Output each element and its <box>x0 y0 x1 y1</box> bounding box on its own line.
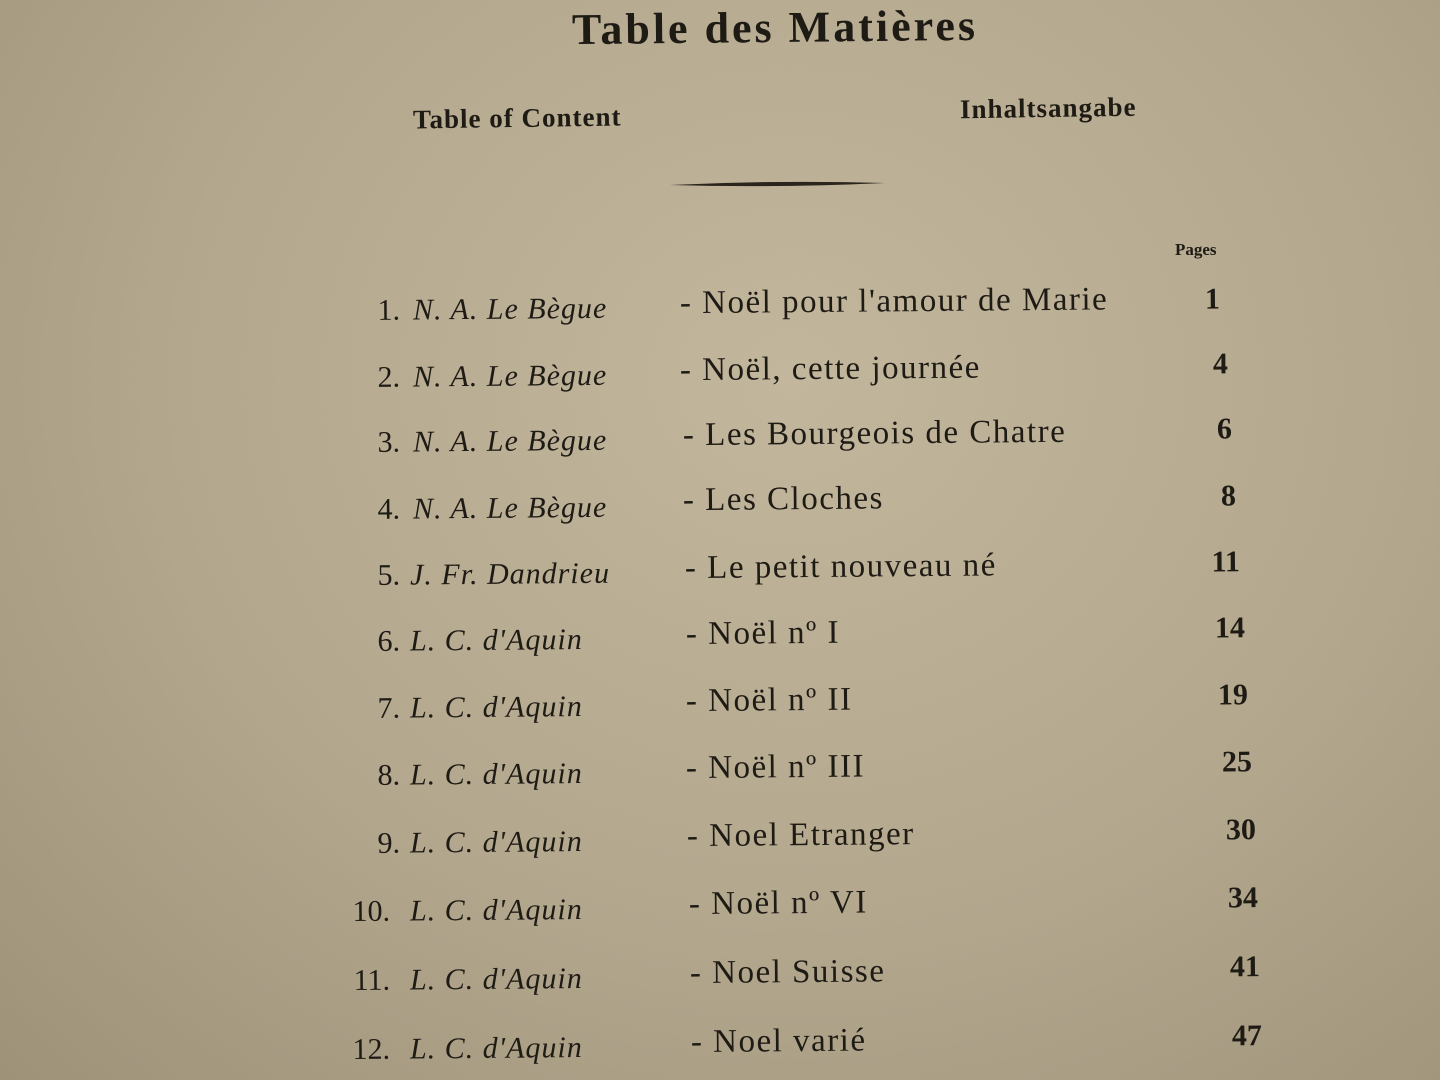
toc-entry <box>0 344 1440 407</box>
entry-title: - Noël, cette journée <box>679 349 981 389</box>
entry-composer: L. C. d'Aquin <box>409 690 583 725</box>
entry-number: 7. <box>377 691 401 725</box>
entry-title: - Noel Suisse <box>689 953 886 992</box>
entry-number: 1. <box>377 293 401 327</box>
decorative-rule <box>670 180 885 188</box>
entry-title: - Noël pour l'amour de Marie <box>679 281 1109 322</box>
entry-number: 3. <box>377 425 401 459</box>
entry-composer: N. A. Le Bègue <box>412 291 608 327</box>
entry-title: - Les Bourgeois de Chatre <box>682 413 1067 454</box>
entry-page: 47 <box>1231 1019 1263 1053</box>
entry-title: - Noël nº VI <box>688 884 868 923</box>
pages-column-label: Pages <box>1175 240 1217 259</box>
entry-page: 8 <box>1220 479 1237 513</box>
entry-composer: L. C. d'Aquin <box>409 623 583 658</box>
entry-page: 19 <box>1217 678 1249 712</box>
entry-title: - Noël nº III <box>685 748 866 787</box>
toc-entry <box>0 476 1440 539</box>
entry-composer: L. C. d'Aquin <box>409 825 583 860</box>
entry-composer: L. C. d'Aquin <box>409 757 583 792</box>
entry-page: 25 <box>1221 745 1253 779</box>
toc-entry <box>0 1016 1440 1079</box>
entry-page: 34 <box>1227 881 1259 915</box>
entry-number: 11. <box>353 963 391 998</box>
toc-entry <box>0 277 1440 340</box>
toc-entry <box>0 878 1440 941</box>
entry-number: 4. <box>377 492 401 526</box>
page-title: Table des Matières <box>571 0 979 55</box>
toc-entry <box>0 409 1440 472</box>
entry-page: 41 <box>1229 950 1261 984</box>
entry-composer: N. A. Le Bègue <box>412 490 608 526</box>
entry-number: 5. <box>377 558 401 592</box>
entry-title: - Noel Etranger <box>686 816 915 855</box>
entry-number: 12. <box>352 1032 391 1067</box>
toc-entry <box>0 742 1440 805</box>
entry-page: 1 <box>1204 282 1221 316</box>
entry-title: - Noel varié <box>690 1022 867 1061</box>
toc-entry <box>0 947 1440 1010</box>
entry-number: 9. <box>377 826 401 860</box>
entry-composer: N. A. Le Bègue <box>412 358 608 394</box>
toc-entry <box>0 542 1440 605</box>
entry-title: - Noël nº II <box>685 681 853 720</box>
toc-entry <box>0 608 1440 671</box>
entry-composer: L. C. d'Aquin <box>409 962 583 997</box>
entry-title: - Le petit nouveau né <box>684 547 997 587</box>
toc-entry <box>0 810 1440 873</box>
subtitle-german: Inhaltsangabe <box>959 91 1137 125</box>
toc-entry <box>0 675 1440 738</box>
entry-number: 10. <box>352 894 391 929</box>
entry-composer: N. A. Le Bègue <box>412 423 608 459</box>
entry-page: 30 <box>1225 813 1257 847</box>
entry-number: 2. <box>377 360 401 394</box>
entry-number: 6. <box>377 624 401 658</box>
entry-title: - Les Cloches <box>682 480 885 519</box>
entry-title: - Noël nº I <box>685 614 841 653</box>
entry-page: 11 <box>1211 545 1241 579</box>
entry-page: 4 <box>1212 347 1229 381</box>
subtitle-english: Table of Content <box>412 101 622 135</box>
entry-composer: J. Fr. Dandrieu <box>409 556 611 592</box>
entry-composer: L. C. d'Aquin <box>409 893 583 928</box>
entry-page: 6 <box>1216 412 1233 446</box>
entry-composer: L. C. d'Aquin <box>409 1031 583 1066</box>
entry-number: 8. <box>377 758 401 792</box>
entry-page: 14 <box>1214 611 1246 645</box>
